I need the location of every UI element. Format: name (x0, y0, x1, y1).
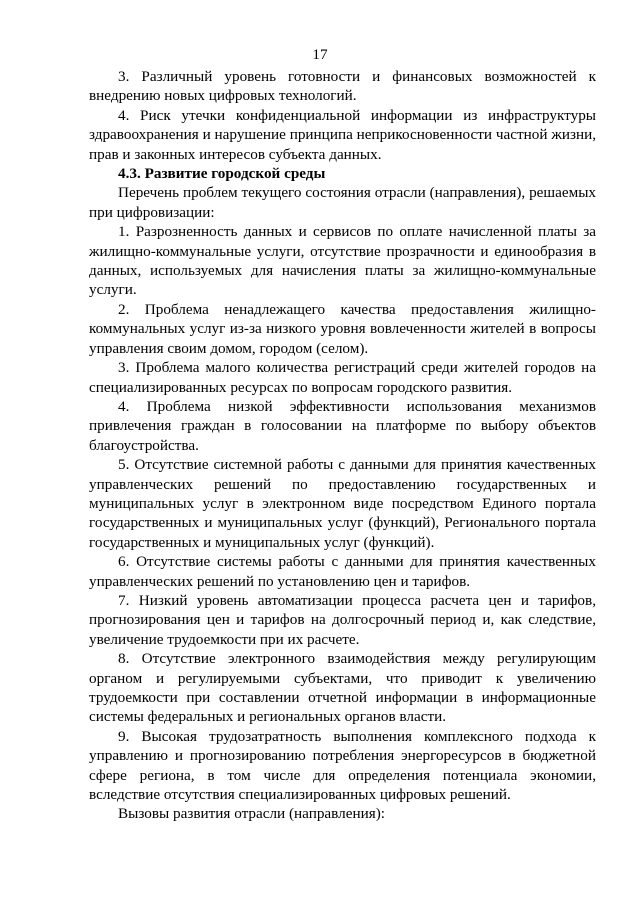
list-item: 3. Проблема малого количества регистраций среди жителей городов на специализированных ресурсах по вопросам городского развития. (89, 359, 596, 396)
document-body (89, 67, 596, 824)
list-item: 8. Отсутствие электронного взаимодействия между регулирующим органом и регулируемыми субъектами, что приводит к увеличению трудоемкости при составлении отчетной информации в информационные системы федеральных и региональных органов власти. (89, 650, 596, 726)
list-item: 4. Проблема низкой эффективности использования механизмов привлечения граждан в голосовании на платформе по выбору объектов благоустройства. (89, 397, 596, 454)
intro-paragraph: Перечень проблем текущего состояния отрасли (направления), решаемых при цифровизации: (89, 184, 596, 221)
list-item: 3. Различный уровень готовности и финансовых возможностей к внедрению новых цифровых технологий. (89, 68, 596, 105)
list-item: 6. Отсутствие системы работы с данными для принятия качественных управленческих решений по установлению цен и тарифов. (89, 553, 596, 590)
list-item: 9. Высокая трудозатратность выполнения комплексного подхода к управлению и прогнозированию потребления энергоресурсов в бюджетной сфере региона, в том числе для определения потенциала экономии, вследствие отсутствия специализированных цифровых решений. (89, 727, 596, 804)
list-item: 1. Разрозненность данных и сервисов по оплате начисленной платы за жилищно-коммунальные услуги, отсутствие прозрачности и единообразия в данных, используемых для начисления платы за жилищно-коммунальные услуги. (89, 223, 596, 299)
list-item: 2. Проблема ненадлежащего качества предоставления жилищно-коммунальных услуг из-за низкого уровня вовлеченности жителей в вопросы управления своим домом, городом (селом). (89, 300, 596, 357)
closing-paragraph: Вызовы развития отрасли (направления): (118, 805, 385, 823)
section-heading: 4.3. Развитие городской среды (118, 165, 326, 183)
page-number: 17 (312, 46, 328, 63)
list-item: 4. Риск утечки конфиденциальной информации из инфраструктуры здравоохранения и нарушение принципа неприкосновенности частной жизни, прав и законных интересов субъекта данных. (89, 106, 596, 163)
list-item: 5. Отсутствие системной работы с данными для принятия качественных управленческих решений по предоставлению государственных и муниципальных услуг в электронном виде посредством Единого портала государственных и муниципальных услуг (функций), Регионального портала государственных и муниципальных услуг (функций). (89, 456, 596, 551)
list-item: 7. Низкий уровень автоматизации процесса расчета цен и тарифов, прогнозирования цен и тарифов на долгосрочный период и, как следствие, увеличение трудоемкости при их расчете. (89, 591, 596, 648)
